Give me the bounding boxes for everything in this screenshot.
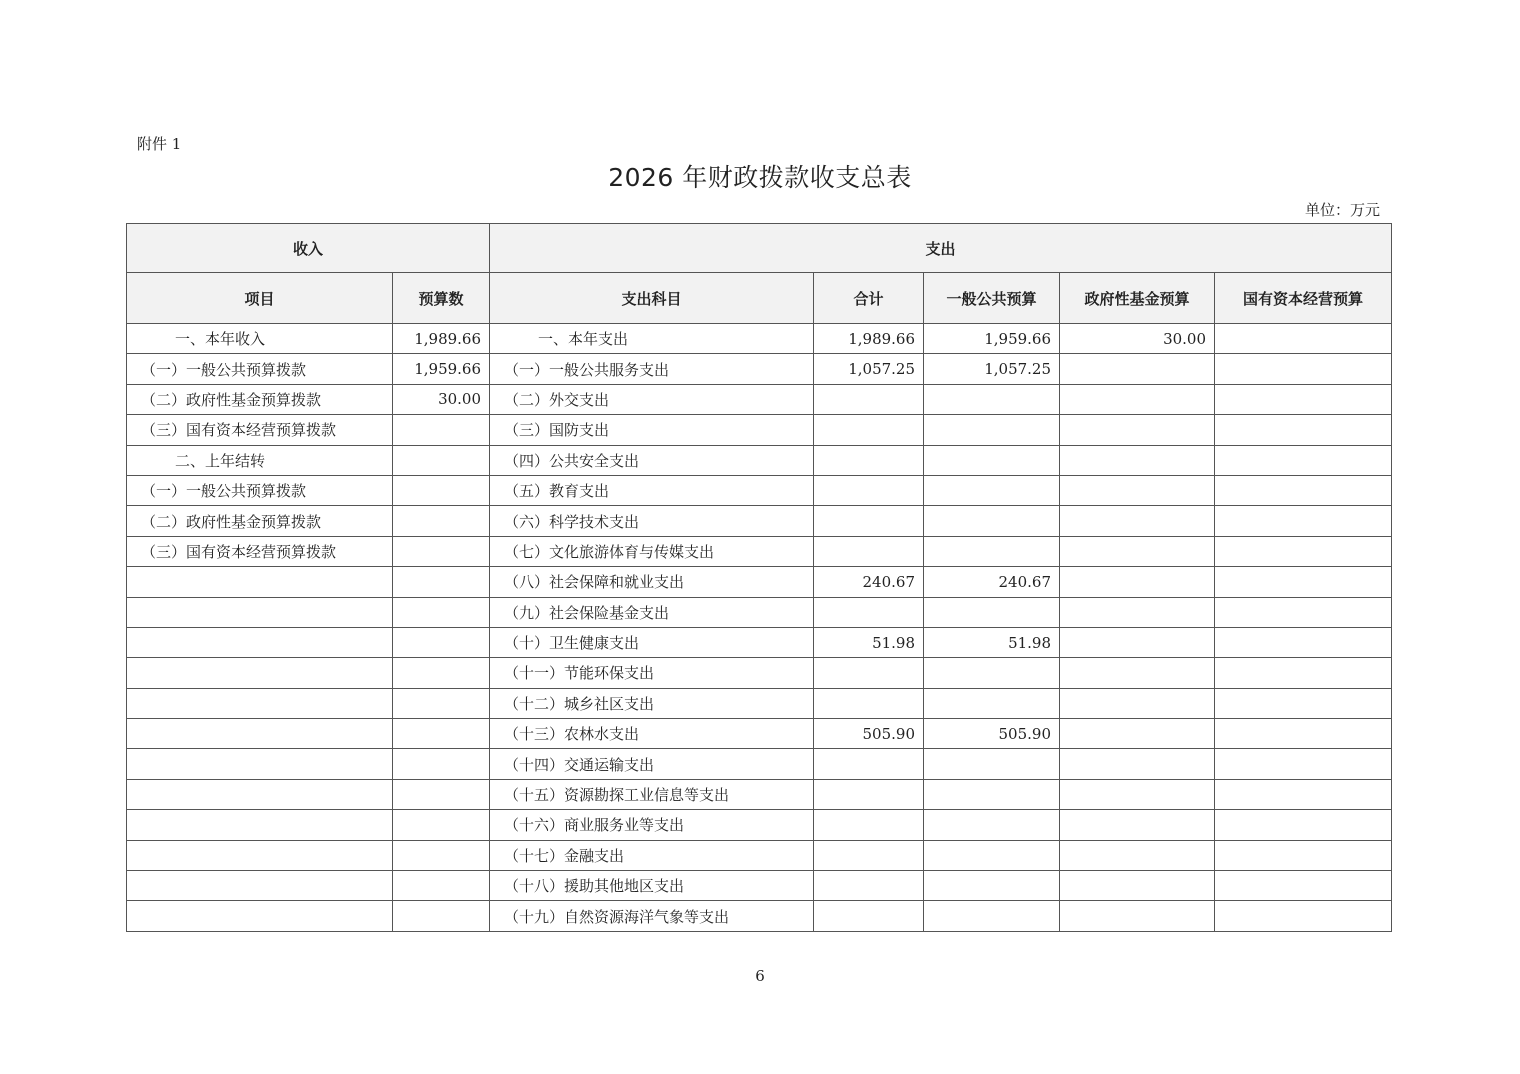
total-cell: 51.98 bbox=[814, 627, 924, 657]
state-capital-cell bbox=[1215, 658, 1392, 688]
table-row bbox=[127, 871, 1392, 901]
state-capital-cell bbox=[1215, 567, 1392, 597]
income-item-cell: （二）政府性基金预算拨款 bbox=[127, 506, 393, 536]
gov-fund-cell bbox=[1060, 384, 1215, 414]
budget-column-header: 预算数 bbox=[393, 273, 490, 324]
income-item-cell: （一）一般公共预算拨款 bbox=[127, 354, 393, 384]
general-public-cell bbox=[924, 658, 1060, 688]
income-item-cell bbox=[127, 871, 393, 901]
state-capital-cell bbox=[1215, 506, 1392, 536]
expense-item-cell: （四）公共安全支出 bbox=[490, 445, 814, 475]
table-row bbox=[127, 810, 1392, 840]
table-row bbox=[127, 354, 1392, 384]
total-cell: 1,057.25 bbox=[814, 354, 924, 384]
total-cell bbox=[814, 384, 924, 414]
gov-fund-cell bbox=[1060, 719, 1215, 749]
expense-item-cell: （十三）农林水支出 bbox=[490, 719, 814, 749]
state-capital-column-header: 国有资本经营预算 bbox=[1215, 273, 1392, 324]
table-row bbox=[127, 749, 1392, 779]
general-public-cell bbox=[924, 445, 1060, 475]
income-value-cell bbox=[393, 627, 490, 657]
state-capital-cell bbox=[1215, 324, 1392, 354]
state-capital-cell bbox=[1215, 688, 1392, 718]
income-item-cell bbox=[127, 749, 393, 779]
income-value-cell bbox=[393, 506, 490, 536]
expense-subject-column-header: 支出科目 bbox=[490, 273, 814, 324]
state-capital-cell bbox=[1215, 901, 1392, 931]
gov-fund-cell bbox=[1060, 415, 1215, 445]
state-capital-cell bbox=[1215, 597, 1392, 627]
income-item-cell bbox=[127, 567, 393, 597]
gov-fund-cell bbox=[1060, 475, 1215, 505]
income-value-cell bbox=[393, 719, 490, 749]
income-value-cell bbox=[393, 415, 490, 445]
general-public-cell: 240.67 bbox=[924, 567, 1060, 597]
income-value-cell: 1,989.66 bbox=[393, 324, 490, 354]
income-item-cell: （三）国有资本经营预算拨款 bbox=[127, 536, 393, 566]
table-row bbox=[127, 384, 1392, 414]
table-row bbox=[127, 840, 1392, 870]
expense-item-cell: （十四）交通运输支出 bbox=[490, 749, 814, 779]
table-row bbox=[127, 415, 1392, 445]
income-item-cell: （二）政府性基金预算拨款 bbox=[127, 384, 393, 414]
general-public-cell bbox=[924, 536, 1060, 566]
general-public-cell bbox=[924, 901, 1060, 931]
income-item-cell bbox=[127, 901, 393, 931]
general-public-cell bbox=[924, 810, 1060, 840]
income-item-cell bbox=[127, 779, 393, 809]
income-item-cell: （一）一般公共预算拨款 bbox=[127, 475, 393, 505]
state-capital-cell bbox=[1215, 536, 1392, 566]
state-capital-cell bbox=[1215, 810, 1392, 840]
general-public-cell bbox=[924, 597, 1060, 627]
page-number: 6 bbox=[755, 967, 765, 985]
gov-fund-column-header: 政府性基金预算 bbox=[1060, 273, 1215, 324]
total-cell bbox=[814, 506, 924, 536]
table-row bbox=[127, 567, 1392, 597]
total-cell bbox=[814, 779, 924, 809]
income-header: 收入 bbox=[127, 224, 490, 273]
income-value-cell bbox=[393, 749, 490, 779]
state-capital-cell bbox=[1215, 627, 1392, 657]
general-public-cell: 51.98 bbox=[924, 627, 1060, 657]
general-public-cell bbox=[924, 384, 1060, 414]
total-cell bbox=[814, 445, 924, 475]
total-cell bbox=[814, 688, 924, 718]
income-value-cell bbox=[393, 901, 490, 931]
state-capital-cell bbox=[1215, 354, 1392, 384]
gov-fund-cell bbox=[1060, 871, 1215, 901]
income-value-cell bbox=[393, 658, 490, 688]
expense-item-cell: （十八）援助其他地区支出 bbox=[490, 871, 814, 901]
total-cell bbox=[814, 749, 924, 779]
gov-fund-cell bbox=[1060, 688, 1215, 718]
income-value-cell bbox=[393, 567, 490, 597]
table-row bbox=[127, 719, 1392, 749]
gov-fund-cell bbox=[1060, 536, 1215, 566]
income-value-cell bbox=[393, 688, 490, 718]
state-capital-cell bbox=[1215, 779, 1392, 809]
expense-item-cell: （十九）自然资源海洋气象等支出 bbox=[490, 901, 814, 931]
state-capital-cell bbox=[1215, 475, 1392, 505]
gov-fund-cell bbox=[1060, 658, 1215, 688]
general-public-cell: 1,959.66 bbox=[924, 324, 1060, 354]
general-public-cell bbox=[924, 688, 1060, 718]
expense-item-cell: （七）文化旅游体育与传媒支出 bbox=[490, 536, 814, 566]
table-row bbox=[127, 658, 1392, 688]
table-row bbox=[127, 536, 1392, 566]
general-public-cell bbox=[924, 475, 1060, 505]
unit-label: 单位：万元 bbox=[1304, 201, 1380, 219]
table-body bbox=[127, 324, 1392, 932]
general-public-cell bbox=[924, 871, 1060, 901]
budget-table bbox=[126, 223, 1392, 932]
expense-item-cell: （五）教育支出 bbox=[490, 475, 814, 505]
total-cell bbox=[814, 901, 924, 931]
gov-fund-cell bbox=[1060, 901, 1215, 931]
state-capital-cell bbox=[1215, 415, 1392, 445]
total-cell: 1,989.66 bbox=[814, 324, 924, 354]
total-column-header: 合计 bbox=[814, 273, 924, 324]
expense-item-cell: 一、本年支出 bbox=[490, 324, 814, 354]
expense-item-cell: （十）卫生健康支出 bbox=[490, 627, 814, 657]
income-value-cell bbox=[393, 597, 490, 627]
general-public-cell bbox=[924, 779, 1060, 809]
state-capital-cell bbox=[1215, 384, 1392, 414]
income-value-cell bbox=[393, 536, 490, 566]
expense-item-cell: （十一）节能环保支出 bbox=[490, 658, 814, 688]
total-cell: 240.67 bbox=[814, 567, 924, 597]
expense-item-cell: （二）外交支出 bbox=[490, 384, 814, 414]
income-item-cell: （三）国有资本经营预算拨款 bbox=[127, 415, 393, 445]
table-row bbox=[127, 324, 1392, 354]
income-item-cell bbox=[127, 840, 393, 870]
income-value-cell bbox=[393, 475, 490, 505]
income-item-cell bbox=[127, 688, 393, 718]
table-row bbox=[127, 506, 1392, 536]
expense-item-cell: （十六）商业服务业等支出 bbox=[490, 810, 814, 840]
gov-fund-cell bbox=[1060, 445, 1215, 475]
total-cell bbox=[814, 415, 924, 445]
gov-fund-cell bbox=[1060, 567, 1215, 597]
total-cell bbox=[814, 810, 924, 840]
state-capital-cell bbox=[1215, 840, 1392, 870]
total-cell bbox=[814, 475, 924, 505]
expense-item-cell: （十二）城乡社区支出 bbox=[490, 688, 814, 718]
table-row bbox=[127, 901, 1392, 931]
gov-fund-cell bbox=[1060, 779, 1215, 809]
total-cell: 505.90 bbox=[814, 719, 924, 749]
expense-item-cell: （九）社会保险基金支出 bbox=[490, 597, 814, 627]
gov-fund-cell bbox=[1060, 627, 1215, 657]
general-public-cell: 505.90 bbox=[924, 719, 1060, 749]
general-public-cell bbox=[924, 415, 1060, 445]
attachment-label: 附件 1 bbox=[137, 135, 182, 153]
total-cell bbox=[814, 871, 924, 901]
income-item-cell: 一、本年收入 bbox=[127, 324, 393, 354]
general-public-cell bbox=[924, 749, 1060, 779]
income-item-cell bbox=[127, 658, 393, 688]
total-cell bbox=[814, 536, 924, 566]
group-header-row bbox=[127, 224, 1392, 273]
page-title: 2026 年财政拨款收支总表 bbox=[608, 163, 912, 192]
state-capital-cell bbox=[1215, 719, 1392, 749]
table-row bbox=[127, 445, 1392, 475]
gov-fund-cell bbox=[1060, 810, 1215, 840]
item-column-header: 项目 bbox=[127, 273, 393, 324]
state-capital-cell bbox=[1215, 749, 1392, 779]
expense-header: 支出 bbox=[490, 224, 1392, 273]
general-public-cell bbox=[924, 506, 1060, 536]
gov-fund-cell bbox=[1060, 840, 1215, 870]
total-cell bbox=[814, 840, 924, 870]
income-value-cell bbox=[393, 810, 490, 840]
expense-item-cell: （六）科学技术支出 bbox=[490, 506, 814, 536]
expense-item-cell: （一）一般公共服务支出 bbox=[490, 354, 814, 384]
general-public-column-header: 一般公共预算 bbox=[924, 273, 1060, 324]
total-cell bbox=[814, 597, 924, 627]
gov-fund-cell: 30.00 bbox=[1060, 324, 1215, 354]
expense-item-cell: （八）社会保障和就业支出 bbox=[490, 567, 814, 597]
income-value-cell: 1,959.66 bbox=[393, 354, 490, 384]
gov-fund-cell bbox=[1060, 749, 1215, 779]
income-item-cell bbox=[127, 810, 393, 840]
general-public-cell bbox=[924, 840, 1060, 870]
expense-item-cell: （十五）资源勘探工业信息等支出 bbox=[490, 779, 814, 809]
income-value-cell bbox=[393, 840, 490, 870]
expense-item-cell: （十七）金融支出 bbox=[490, 840, 814, 870]
income-value-cell: 30.00 bbox=[393, 384, 490, 414]
income-item-cell bbox=[127, 719, 393, 749]
table-row bbox=[127, 627, 1392, 657]
table-row bbox=[127, 779, 1392, 809]
table-row bbox=[127, 688, 1392, 718]
table-row bbox=[127, 475, 1392, 505]
income-item-cell bbox=[127, 597, 393, 627]
table-row bbox=[127, 597, 1392, 627]
income-value-cell bbox=[393, 871, 490, 901]
state-capital-cell bbox=[1215, 445, 1392, 475]
income-item-cell: 二、上年结转 bbox=[127, 445, 393, 475]
total-cell bbox=[814, 658, 924, 688]
income-item-cell bbox=[127, 627, 393, 657]
general-public-cell: 1,057.25 bbox=[924, 354, 1060, 384]
column-header-row bbox=[127, 273, 1392, 324]
gov-fund-cell bbox=[1060, 354, 1215, 384]
expense-item-cell: （三）国防支出 bbox=[490, 415, 814, 445]
gov-fund-cell bbox=[1060, 597, 1215, 627]
income-value-cell bbox=[393, 779, 490, 809]
gov-fund-cell bbox=[1060, 506, 1215, 536]
income-value-cell bbox=[393, 445, 490, 475]
state-capital-cell bbox=[1215, 871, 1392, 901]
